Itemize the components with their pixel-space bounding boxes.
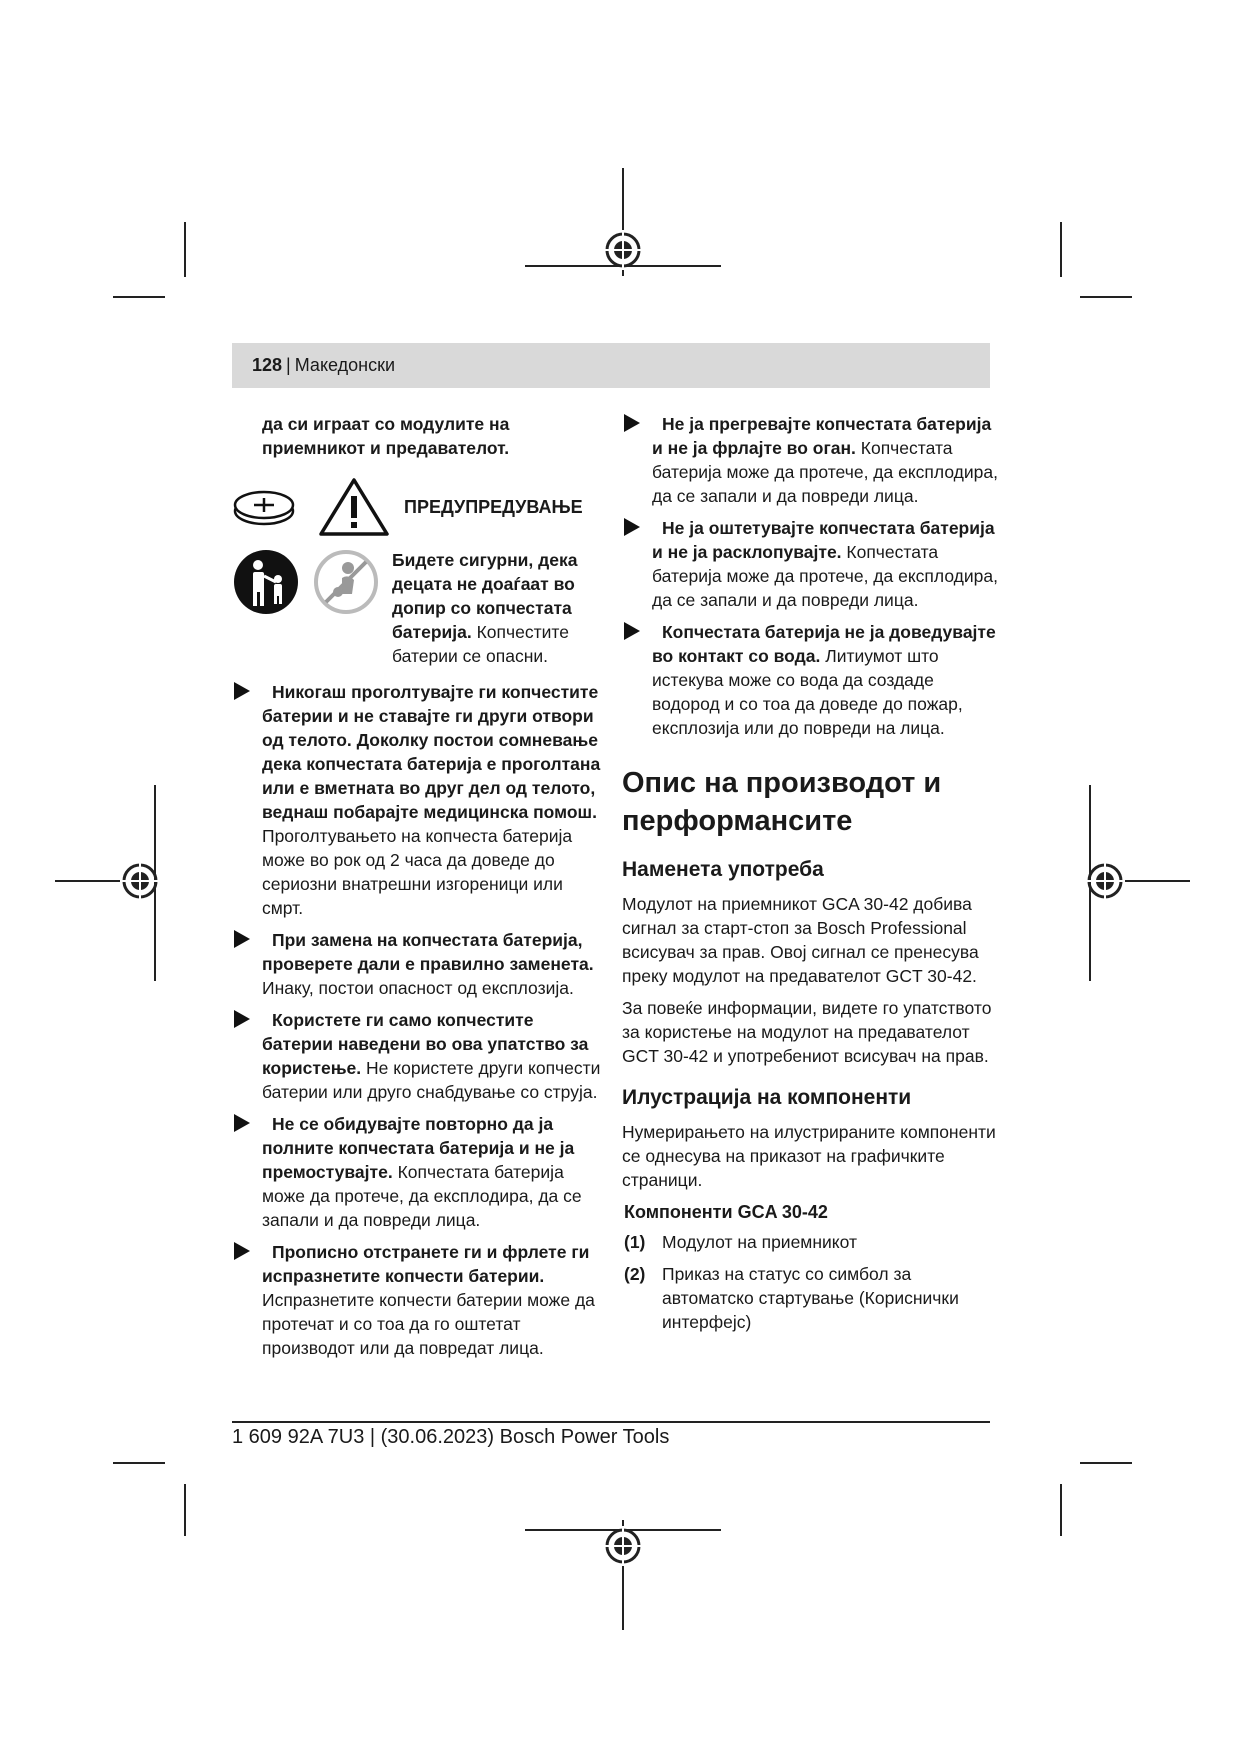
- component-text: Модулот на приемникот: [662, 1232, 857, 1252]
- warning-triangle-icon: [318, 476, 390, 538]
- children-warning-normal: Копчестите батерии се опасни.: [392, 622, 569, 666]
- triangle-bullet-icon: [234, 930, 250, 948]
- intended-use-paragraph-2: За повеќе информации, видете го упатството за користење на модулот на предавателот GCT 30-42 и употребениот всисувач на прав.: [622, 998, 992, 1066]
- list-item: [622, 516, 1000, 612]
- bullet-normal: Литиумот што истекува може со вода да создаде водород и со тоа да доведе до пожар, експлозија или до повреди на лица.: [652, 646, 963, 738]
- bullet-normal: Инаку, постои опасност од експлозија.: [262, 978, 574, 998]
- list-item: [622, 412, 1000, 508]
- bullet-bold: Не се обидувајте повторно да ја полните копчестата батерија и не ја премостувајте.: [262, 1114, 575, 1182]
- footer-divider: [232, 1421, 990, 1423]
- registration-mark-icon: [55, 785, 165, 985]
- bullet-normal: Копчестата батерија може да протече, да експлодира, да се запали и да повреди лица.: [262, 1162, 582, 1230]
- children-warning: [232, 548, 607, 668]
- intended-use-heading: Наменета употреба: [622, 858, 824, 881]
- bullet-bold: Прописно отстранете ги и фрлете ги испразнетите копчести батерии.: [262, 1242, 590, 1286]
- components-paragraph: Нумерирањето на илустрираните компоненти се однесува на приказот на графичките страници.: [622, 1122, 996, 1190]
- coin-battery-icon: [232, 487, 296, 527]
- registration-mark-icon: [520, 168, 726, 308]
- bullet-normal: Проголтувањето на копчеста батерија може во рок од 2 часа да доведе до сериозни внатрешни изгореници или смрт.: [262, 826, 573, 918]
- list-item: [232, 1008, 607, 1104]
- crop-mark: [1060, 1484, 1062, 1536]
- section-title: Опис на производот и перформансите: [622, 767, 942, 837]
- triangle-bullet-icon: [624, 622, 640, 640]
- children-icons: [232, 548, 392, 668]
- triangle-bullet-icon: [624, 518, 640, 536]
- component-item: [624, 1230, 1000, 1254]
- bullet-normal: Копчестата батерија може да протече, да експлодира, да се запали и да повреди лица.: [652, 542, 998, 610]
- children-warning-bold: Бидете сигурни, дека децата не доаѓаат во допир со копчестата батерија.: [392, 550, 578, 642]
- header-separator: |: [286, 355, 291, 375]
- header-language: Македонски: [294, 355, 396, 375]
- left-column: [232, 412, 607, 1368]
- intro-text: да си играат со модулите на приемникот и предавателот.: [262, 414, 510, 458]
- list-item: [232, 928, 607, 1000]
- do-not-swallow-icon: [312, 548, 380, 616]
- registration-mark-icon: [520, 1490, 726, 1630]
- bullet-normal: Испразнетите копчести батерии може да протечат и со тоа да го оштетат производот или да повредат лица.: [262, 1290, 595, 1358]
- bullet-bold: Никогаш проголтувајте ги копчестите батерии и не ставајте ги други отвори од телото. Доколку постои сомневање дека копчестата батерија е проголтана или е вметната во друг дел од телото, веднаш побарајте медицинска помош.: [262, 682, 601, 822]
- page-number: 128: [252, 355, 283, 375]
- crop-mark: [184, 222, 186, 277]
- list-item: [232, 1112, 607, 1232]
- list-item: [622, 620, 1000, 740]
- page-header: [232, 343, 990, 388]
- bullet-bold: Не ја оштетувајте копчестата батерија и не ја расклопувајте.: [652, 518, 995, 562]
- triangle-bullet-icon: [234, 1114, 250, 1132]
- keep-away-from-children-icon: [232, 548, 300, 616]
- registration-mark-icon: [1080, 785, 1190, 985]
- right-column: [622, 412, 1000, 1342]
- list-item: [232, 680, 607, 920]
- footer-text: 1 609 92A 7U3 | (30.06.2023) Bosch Power Tools: [232, 1426, 670, 1448]
- crop-mark: [1080, 1462, 1132, 1464]
- bullet-bold: Не ја прегревајте копчестата батерија и не ја фрлајте во оган.: [652, 414, 992, 458]
- crop-mark: [1080, 296, 1132, 298]
- crop-mark: [1060, 222, 1062, 277]
- triangle-bullet-icon: [234, 1010, 250, 1028]
- component-number: (1): [624, 1232, 646, 1252]
- intended-use-paragraph: Модулот на приемникот GCA 30-42 добива сигнал за старт-стоп за Bosch Professional всисувач за прав. Овој сигнал се пренесува преку модулот на предавателот GCT 30-42.: [622, 894, 979, 986]
- bullet-bold: При замена на копчестата батерија, проверете дали е правилно заменета.: [262, 930, 594, 974]
- components-heading: Илустрација на компоненти: [622, 1086, 912, 1109]
- children-warning-text: [392, 548, 607, 668]
- components-list-title: Компоненти GCA 30-42: [624, 1202, 828, 1222]
- component-text: Приказ на статус со симбол за автоматско стартување (Кориснички интерфејс): [662, 1264, 959, 1332]
- bullet-normal: Копчестата батерија може да протече, да експлодира, да се запали и да повреди лица.: [652, 438, 998, 506]
- list-item: [232, 1240, 607, 1360]
- warning-title: ПРЕДУПРЕДУВАЊЕ: [404, 497, 583, 517]
- triangle-bullet-icon: [624, 414, 640, 432]
- bullet-bold: Копчестата батерија не ја доведувајте во контакт со вода.: [652, 622, 996, 666]
- bullet-bold: Користете ги само копчестите батерии наведени во ова упатство за користење.: [262, 1010, 589, 1078]
- bullet-normal: Не користете други копчести батерии или друго снабдување со струја.: [262, 1058, 601, 1102]
- component-number: (2): [624, 1264, 646, 1284]
- crop-mark: [113, 1462, 165, 1464]
- warning-row: [232, 472, 607, 542]
- crop-mark: [184, 1484, 186, 1536]
- crop-mark: [113, 296, 165, 298]
- triangle-bullet-icon: [234, 1242, 250, 1260]
- component-item: [624, 1262, 1000, 1334]
- triangle-bullet-icon: [234, 682, 250, 700]
